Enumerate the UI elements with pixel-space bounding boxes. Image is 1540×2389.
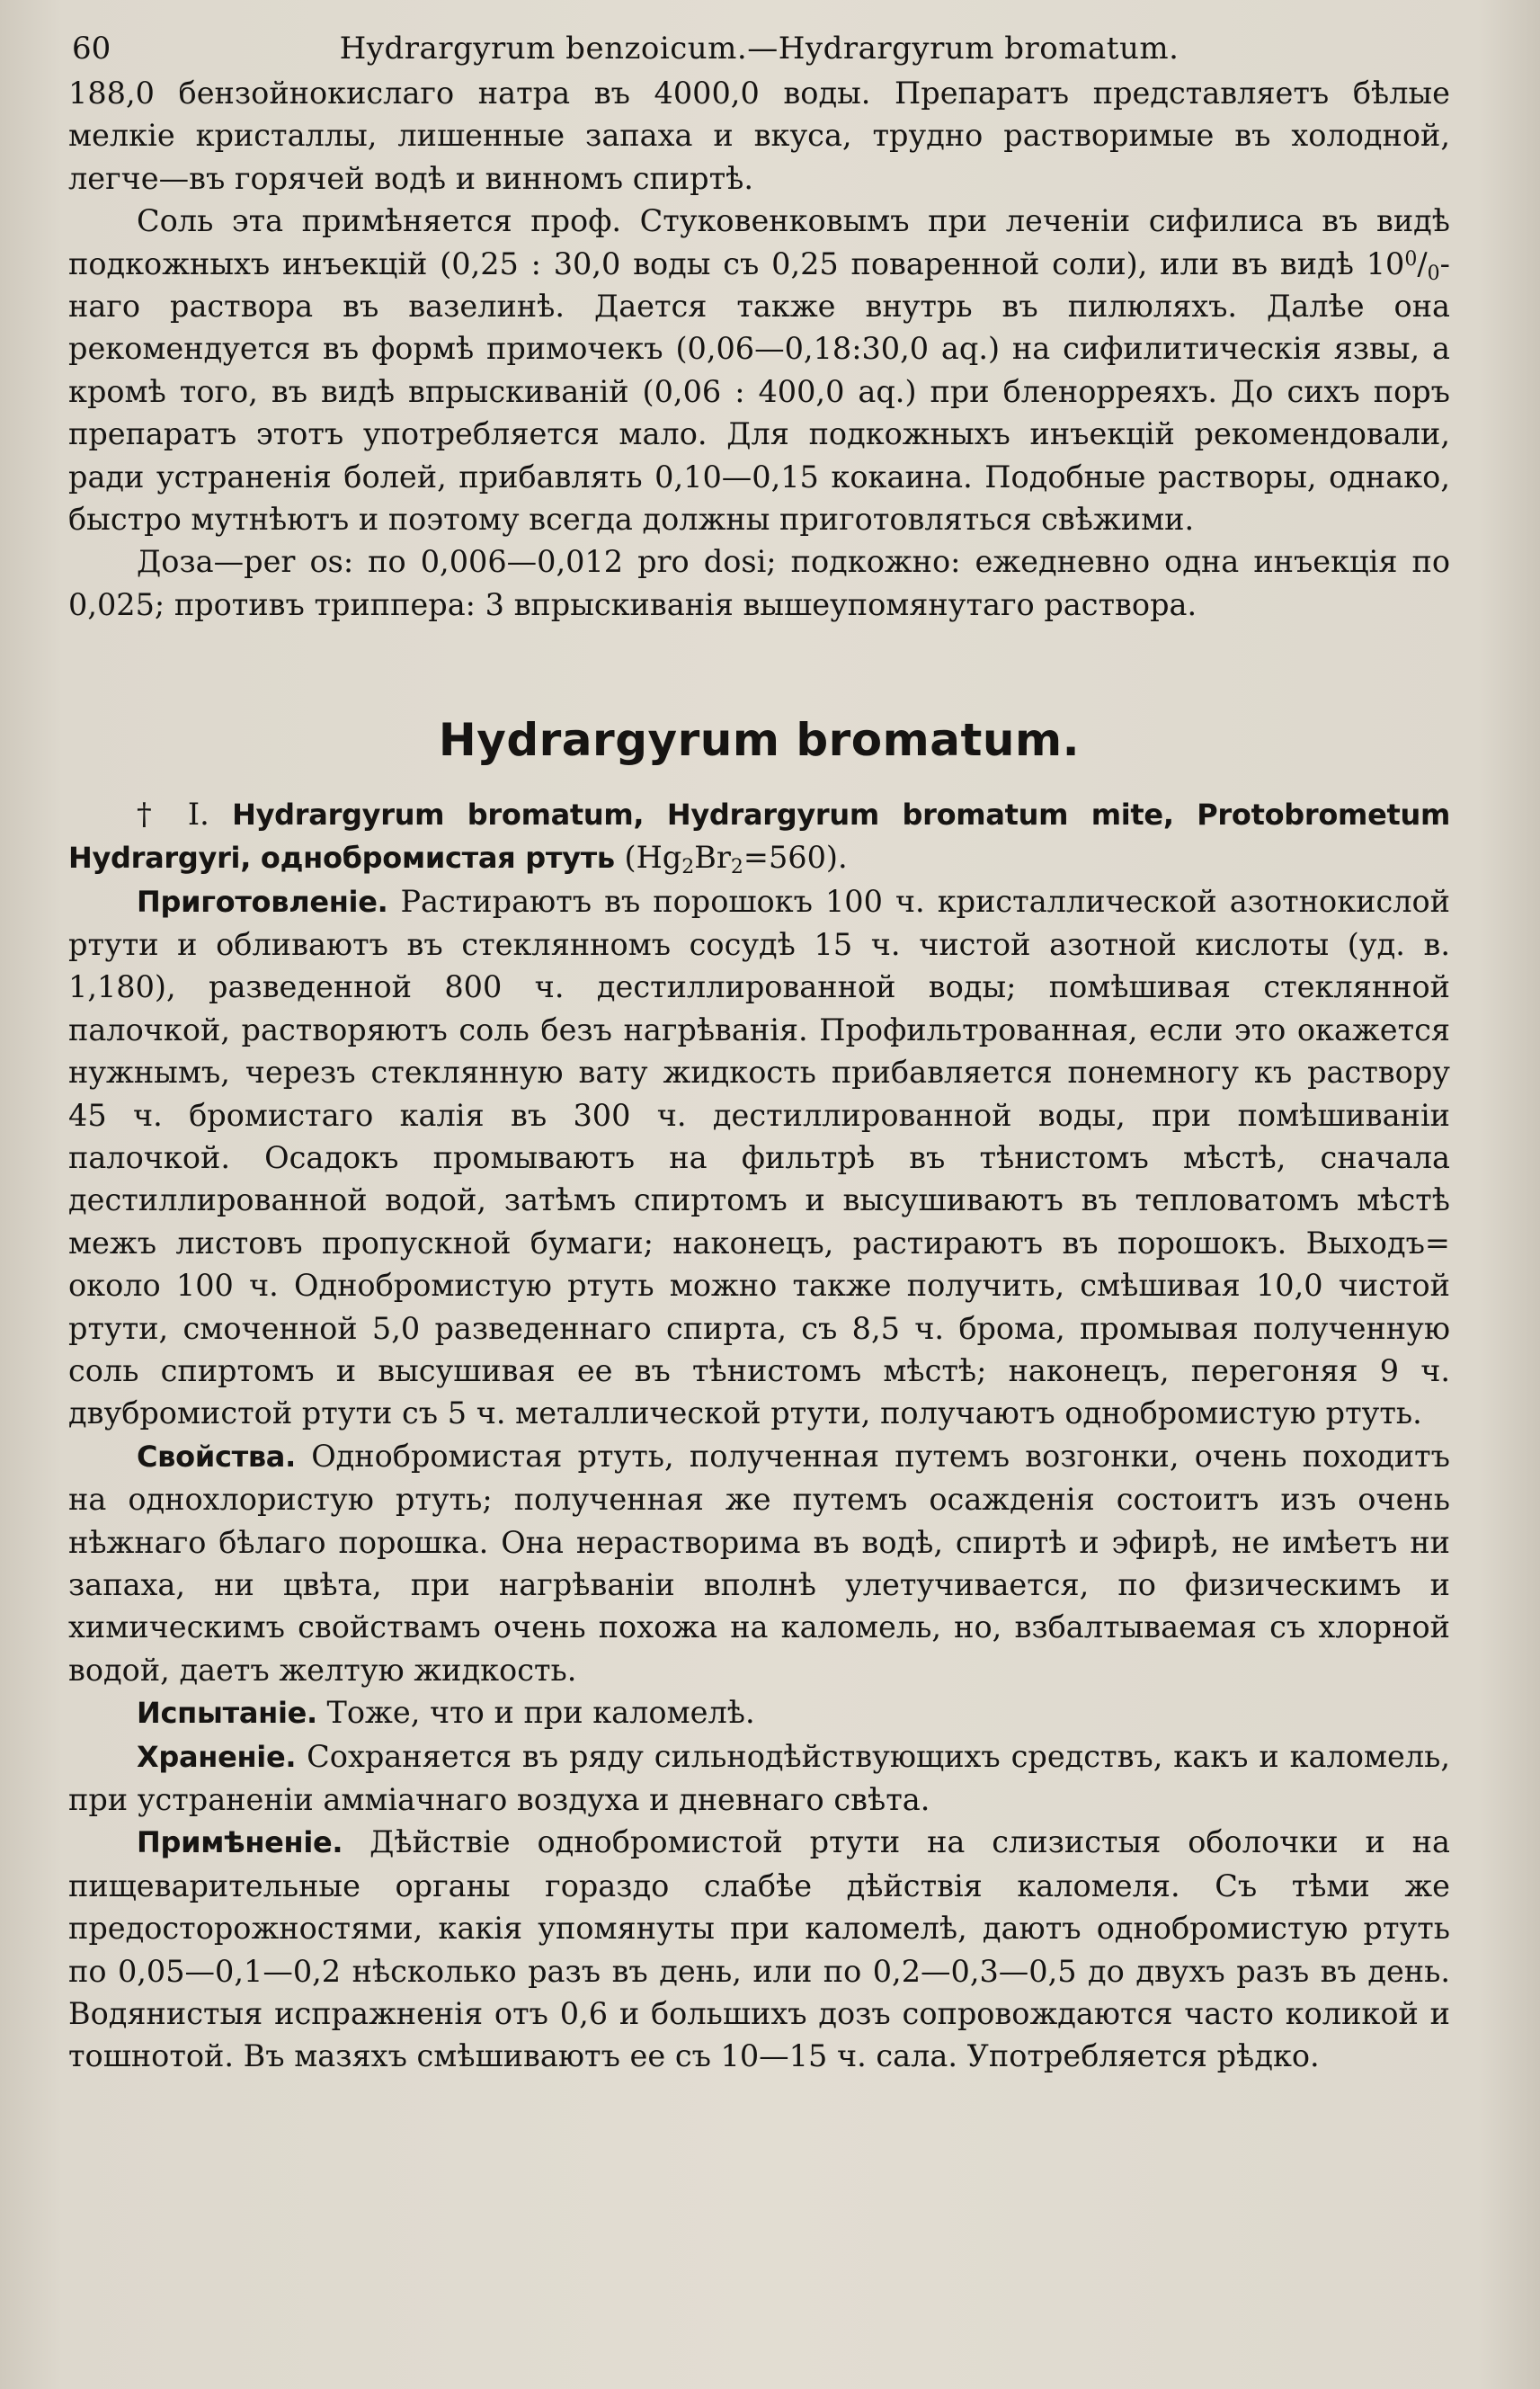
formula-sub-2: 2 xyxy=(730,856,743,879)
testing-text: Тоже, что и при каломелѣ. xyxy=(326,1695,755,1731)
dose-paragraph xyxy=(68,540,1450,626)
preparation-text: Растираютъ въ порошокъ 100 ч. кристаллической азотнокислой ртути и обливаютъ въ стеклянномъ сосудѣ 15 ч. чистой азотной кислоты (уд. в. 1,180), разведенной 800 ч. дестиллированной воды; помѣшивая стеклянной палочкой, растворяютъ соль безъ нагрѣванія. Профильтрованная, если это окажется нужнымъ, черезъ стеклянную вату жидкость прибавляется понемногу къ раствору 45 ч. бромистаго калія въ 300 ч. дестиллированной воды, при помѣшиваніи палочкой. Осадокъ промываютъ на фильтрѣ въ тѣнистомъ мѣстѣ, сначала дестиллированной водой, затѣмъ спиртомъ и высушиваютъ въ тепловатомъ мѣстѣ межъ листовъ пропускной бумаги; наконецъ, растираютъ въ порошокъ. Выходъ= около 100 ч. Однобромистую ртуть можно также получить, смѣшивая 10,0 чистой ртути, смоченной 5,0 разведеннаго спирта, съ 8,5 ч. брома, промывая полученную соль спиртомъ и высушивая ее въ тѣнистомъ мѣстѣ; наконецъ, перегоняя 9 ч. двубромистой ртути съ 5 ч. металлической ртути, получаютъ однобромистую ртуть. xyxy=(68,883,1450,1431)
intro-paragraph-2 xyxy=(68,200,1450,540)
formula-mid: Br xyxy=(694,840,731,876)
entry-mark: † I. xyxy=(137,796,209,832)
formula-close: =560). xyxy=(743,840,848,876)
preparation-label: Приготовленіе. xyxy=(137,884,388,919)
storage-text: Сохраняется въ ряду сильнодѣйствующихъ средствъ, какъ и каломель, при устраненіи амміачнаго воздуха и дневнаго свѣта. xyxy=(68,1738,1450,1818)
percent-slash: / xyxy=(1417,245,1428,281)
storage-label: Храненіе. xyxy=(137,1739,297,1774)
testing-label: Испытаніе. xyxy=(137,1696,317,1731)
properties-label: Свойства. xyxy=(137,1439,296,1474)
dose-text: Доза—per os: по 0,006—0,012 pro dosi; подкожно: ежедневно одна инъекція по 0,025; противъ триппера: 3 впрыскиванія вышеупомянутаго раствора. xyxy=(68,544,1450,622)
properties-paragraph xyxy=(68,1435,1450,1691)
percent-sub: 0 xyxy=(1427,262,1440,285)
formula-open: (Hg xyxy=(624,840,682,876)
running-head xyxy=(68,25,1450,72)
testing-paragraph xyxy=(68,1691,1450,1734)
running-title: Hydrargyrum benzoicum.—Hydrargyrum bromatum. xyxy=(339,31,1179,67)
properties-text: Однобромистая ртуть, полученная путемъ возгонки, очень походитъ на однохлористую ртуть; полученная же путемъ осажденія состоитъ изъ очень нѣжнаго бѣлаго порошка. Она нерастворима въ водѣ, спиртѣ и эфирѣ, не имѣетъ ни запаха, ни цвѣта, при нагрѣваніи вполнѣ улетучивается, по физическимъ и химическимъ свойствамъ очень похожа на каломель, но, взбалтываемая съ хлорной водой, даетъ желтую жидкость. xyxy=(68,1438,1450,1688)
page-number: 60 xyxy=(72,31,111,67)
preparation-paragraph xyxy=(68,880,1450,1435)
intro-p1-text: 188,0 бензойнокислаго натра въ 4000,0 воды. Препаратъ представляетъ бѣлые мелкіе кристаллы, лишенные запаха и вкуса, трудно растворимые въ холодной, легче—въ горячей водѣ и винномъ спиртѣ. xyxy=(68,76,1450,196)
section-title: Hydrargyrum bromatum. xyxy=(438,714,1081,767)
entry-names: Hydrargyrum bromatum, Hydrargyrum bromatum mite, Protobrometum Hydrargyri, однобромистая ртуть xyxy=(68,797,1450,876)
formula-sub-1: 2 xyxy=(681,856,695,879)
usage-paragraph xyxy=(68,1821,1450,2077)
percent-sup: 0 xyxy=(1404,247,1418,271)
usage-label: Примѣненіе. xyxy=(137,1825,343,1860)
intro-paragraph-1 xyxy=(68,72,1450,200)
usage-text: Дѣйствіе однобромистой ртути на слизистыя оболочки и на пищеварительные органы гораздо слабѣе дѣйствія каломеля. Съ тѣми же предосторожностями, какія упомянуты при каломелѣ, даютъ однобромистую ртуть по 0,05—0,1—0,2 нѣсколько разъ въ день, или по 0,2—0,3—0,5 до двухъ разъ въ день. Водянистыя испражненія отъ 0,6 и большихъ дозъ сопровождаются часто коликой и тошнотой. Въ мазяхъ смѣшиваютъ ее съ 10—15 ч. сала. Употребляется рѣдко. xyxy=(68,1824,1450,2074)
intro-p2a-text: Соль эта примѣняется проф. Стуковенковымъ при леченіи сифилиса въ видѣ подкожныхъ инъекцій (0,25 : 30,0 воды съ 0,25 поваренной соли), или въ видѣ 10 xyxy=(68,203,1450,281)
intro-p2b-text: -наго раствора въ вазелинѣ. Дается также внутрь въ пилюляхъ. Далѣе она рекомендуется въ формѣ примочекъ (0,06—0,18:30,0 aq.) на сифилитическія язвы, а кромѣ того, въ видѣ впрыскиваній (0,06 : 400,0 aq.) при бленорреяхъ. До сихъ поръ препаратъ этотъ употребляется мало. Для подкожныхъ инъекцій рекомендовали, ради устраненія болей, прибавлять 0,10—0,15 кокаина. Подобные растворы, однако, быстро мутнѣютъ и поэтому всегда должны приготовляться свѣжими. xyxy=(68,245,1450,538)
entry-heading xyxy=(68,793,1450,880)
body-text xyxy=(68,72,1450,2078)
storage-paragraph xyxy=(68,1735,1450,1822)
